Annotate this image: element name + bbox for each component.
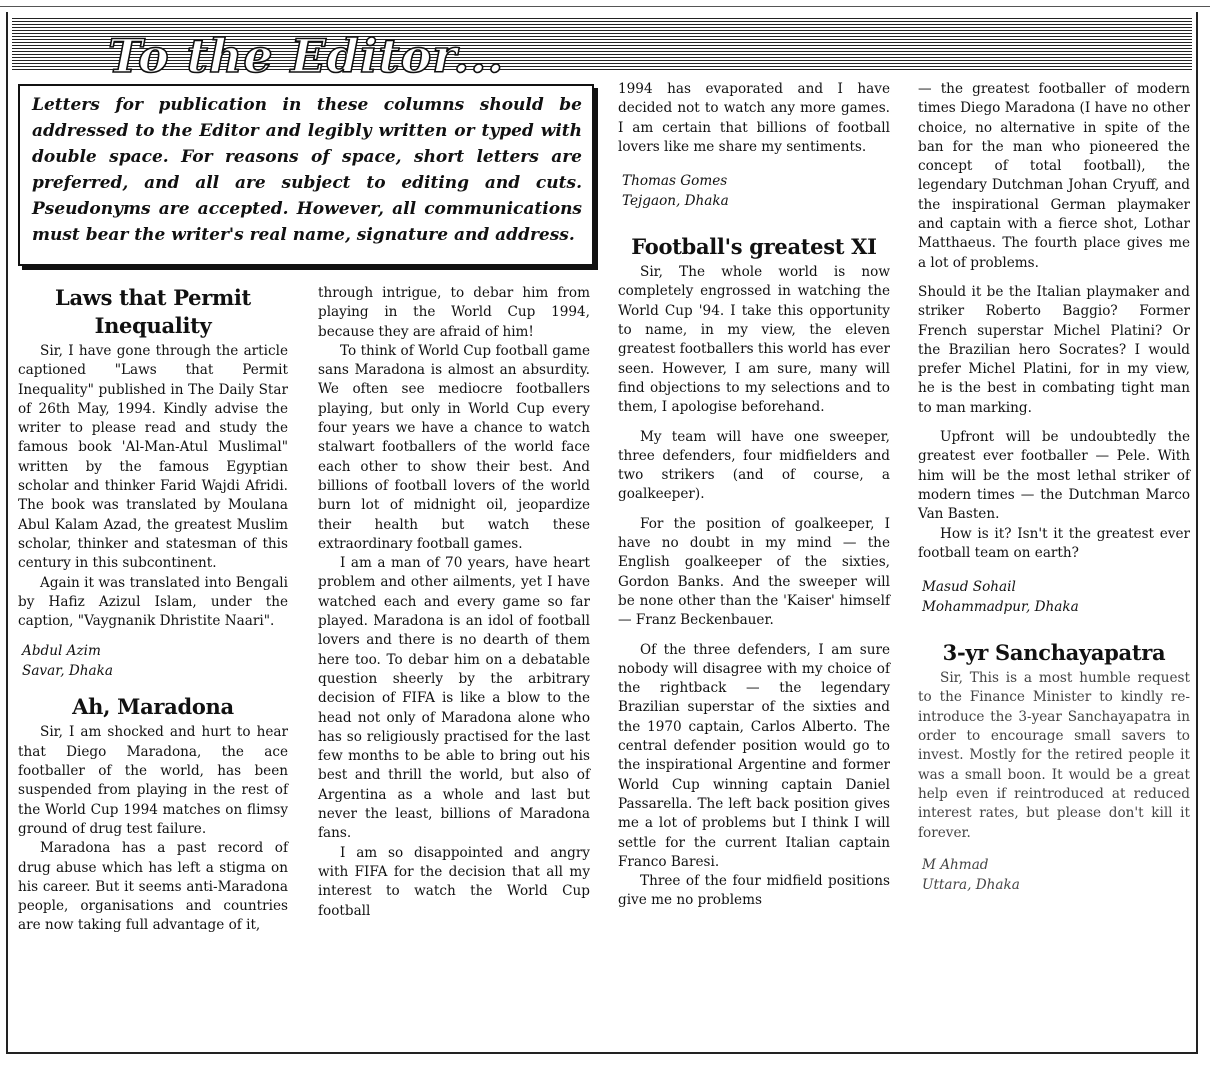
author-name: Masud Sohail — [922, 579, 1016, 596]
letter-paragraph: Sir, This is a most humble request to the Finance Minister to kindly re-introduce the 3-year Sanchayapatra in order to encourage small savers to invest. Mostly for the retired people it was a small boon. It would be a great help even if reintroduced at reduced interest rates, but please don't kill it forever. — [918, 670, 1190, 841]
letter-paragraph: through intrigue, to debar him from playing in the World Cup 1994, because they are afraid of him! — [318, 285, 590, 340]
letter-paragraph: How is it? Isn't it the greatest ever football team on earth? — [918, 525, 1190, 561]
letter-paragraph: — the greatest footballer of modern times Diego Maradona (I have no other choice, no alternative in spite of the ban for the man who pioneered the concept of total football), the legendary Dutchman Johan Cryuff, and the inspirational German playmaker and captain with a fierce shot, Lothar Matthaeus. The fourth place gives me a lot of problems. — [918, 81, 1190, 271]
letter-paragraph: For the position of goalkeeper, I have no doubt in my mind — the English goalkeeper of the sixties, Gordon Banks. And the sweeper will be none other than the 'Kaiser' himself — Franz Beckenbauer. — [618, 515, 890, 629]
author-location: Tejgaon, Dhaka — [622, 193, 729, 210]
letter-paragraph: 1994 has evaporated and I have decided not to watch any more games. I am certain that billions of football lovers like me share my sentiments. — [618, 81, 890, 155]
top-rule — [0, 0, 1210, 7]
author-location: Mohammadpur, Dhaka — [922, 599, 1079, 616]
letter-paragraph: Should it be the Italian playmaker and striker Roberto Baggio? Former French superstar Michel Platini? Or the Brazilian hero Socrates? I would prefer Michel Platini, for in my view, he is the best in combating tight man to man marking. — [918, 283, 1190, 416]
author-location: Savar, Dhaka — [22, 663, 113, 680]
headline-laws-inequality: Laws that Permit Inequality — [55, 285, 251, 338]
letter-paragraph: My team will have one sweeper, three defenders, four midfielders and two strikers (and of course, a goalkeeper). — [618, 428, 890, 503]
column-2 — [318, 284, 590, 921]
headline-sanchayapatra: 3-yr Sanchayapatra — [942, 640, 1166, 666]
section-title: To the Editor... — [108, 29, 505, 83]
letter-paragraph: Again it was translated into Bengali by Hafiz Azizul Islam, under the caption, "Vaygnanik Dhristite Naari". — [18, 574, 288, 630]
author-location: Uttara, Dhaka — [922, 876, 1020, 893]
column-1 — [18, 284, 288, 936]
headline-football-greatest-xi: Football's greatest XI — [631, 234, 877, 260]
column-4 — [918, 80, 1190, 895]
signature — [618, 171, 890, 211]
header-band — [12, 16, 1192, 83]
signature — [18, 641, 288, 681]
letter-paragraph: I am a man of 70 years, have heart problem and other ailments, yet I have watched each and every game so far played. Maradona is an idol of football lovers and there is no dearth of them here too. To debar him on a debatable question sheerly by the arbitrary decision of FIFA is like a blow to the head not only of Maradona alone who has so religiously practised for the last few months to be able to bring out his best and thrill the world, but also of Argentina as a whole and last but never the least, billions of Maradona fans. — [318, 555, 590, 842]
letter-paragraph: Sir, The whole world is now completely engrossed in watching the World Cup '94. I take this opportunity to name, in my view, the eleven greatest footballers this world has ever seen. However, I am sure, many will find objections to my selections and to them, I apologise beforehand. — [618, 264, 890, 416]
author-name: Thomas Gomes — [622, 173, 728, 190]
author-name: Abdul Azim — [22, 643, 101, 660]
letter-paragraph: Sir, I am shocked and hurt to hear that Diego Maradona, the ace footballer of the world, has been suspended from playing in the rest of the World Cup 1994 matches on flimsy ground of drug test failure. — [18, 724, 288, 837]
letter-paragraph: Sir, I have gone through the article captioned "Laws that Permit Inequality" published in The Daily Star of 26th May, 1994. Kindly advise the writer to please read and study the famous book 'Al-Man-Atul Muslimal" written by the famous Egyptian scholar and thinker Farid Wajdi Afridi. The book was translated by Moulana Abul Kalam Azad, the greatest Muslim scholar, thinker and statesman of this century in this subcontinent. — [18, 343, 288, 572]
column-3 — [618, 80, 890, 911]
author-name: M Ahmad — [922, 856, 989, 873]
letter-paragraph: Maradona has a past record of drug abuse which has left a stigma on his career. But it seems anti-Maradona people, organisations and countries are now taking full advantage of it, — [18, 840, 288, 934]
letter-paragraph: Upfront will be undoubtedly the greatest ever footballer — Pele. With him will be the most lethal striker of modern times — the Dutchman Marco Van Basten. — [918, 429, 1190, 523]
letter-paragraph: Three of the four midfield positions give me no problems — [618, 873, 890, 909]
headline-ah-maradona: Ah, Maradona — [72, 694, 234, 720]
letter-paragraph: To think of World Cup football game sans Maradona is almost an absurdity. We often see mediocre footballers playing, but only in World Cup every four years we have a chance to watch stalwart footballers of the world face each other to show their best. And billions of football lovers of the world burn lot of midnight oil, jeopardize their health but watch these extraordinary football games. — [318, 342, 590, 552]
letter-paragraph: I am so disappointed and angry with FIFA for the decision that all my interest to watch the World Cup football — [318, 844, 590, 919]
letter-paragraph: Of the three defenders, I am sure nobody will disagree with my choice of the rightback — the legendary Brazilian superstar of the sixties and the 1970 captain, Carlos Alberto. The central defender position would go to the inspirational Argentine and former World Cup winning captain Daniel Passarella. The left back position gives me a lot of problems but I think I will settle for the current Italian captain Franco Baresi. — [618, 641, 890, 870]
signature — [918, 855, 1190, 895]
editorial-notice: Letters for publication in these columns should be addressed to the Editor and legibly written or typed with double space. For reasons of space, short letters are preferred, and all are subject to editing and cuts. Pseudonyms are accepted. However, all communications must bear the writer's real name, signature and address. — [18, 84, 594, 266]
signature — [918, 577, 1190, 617]
